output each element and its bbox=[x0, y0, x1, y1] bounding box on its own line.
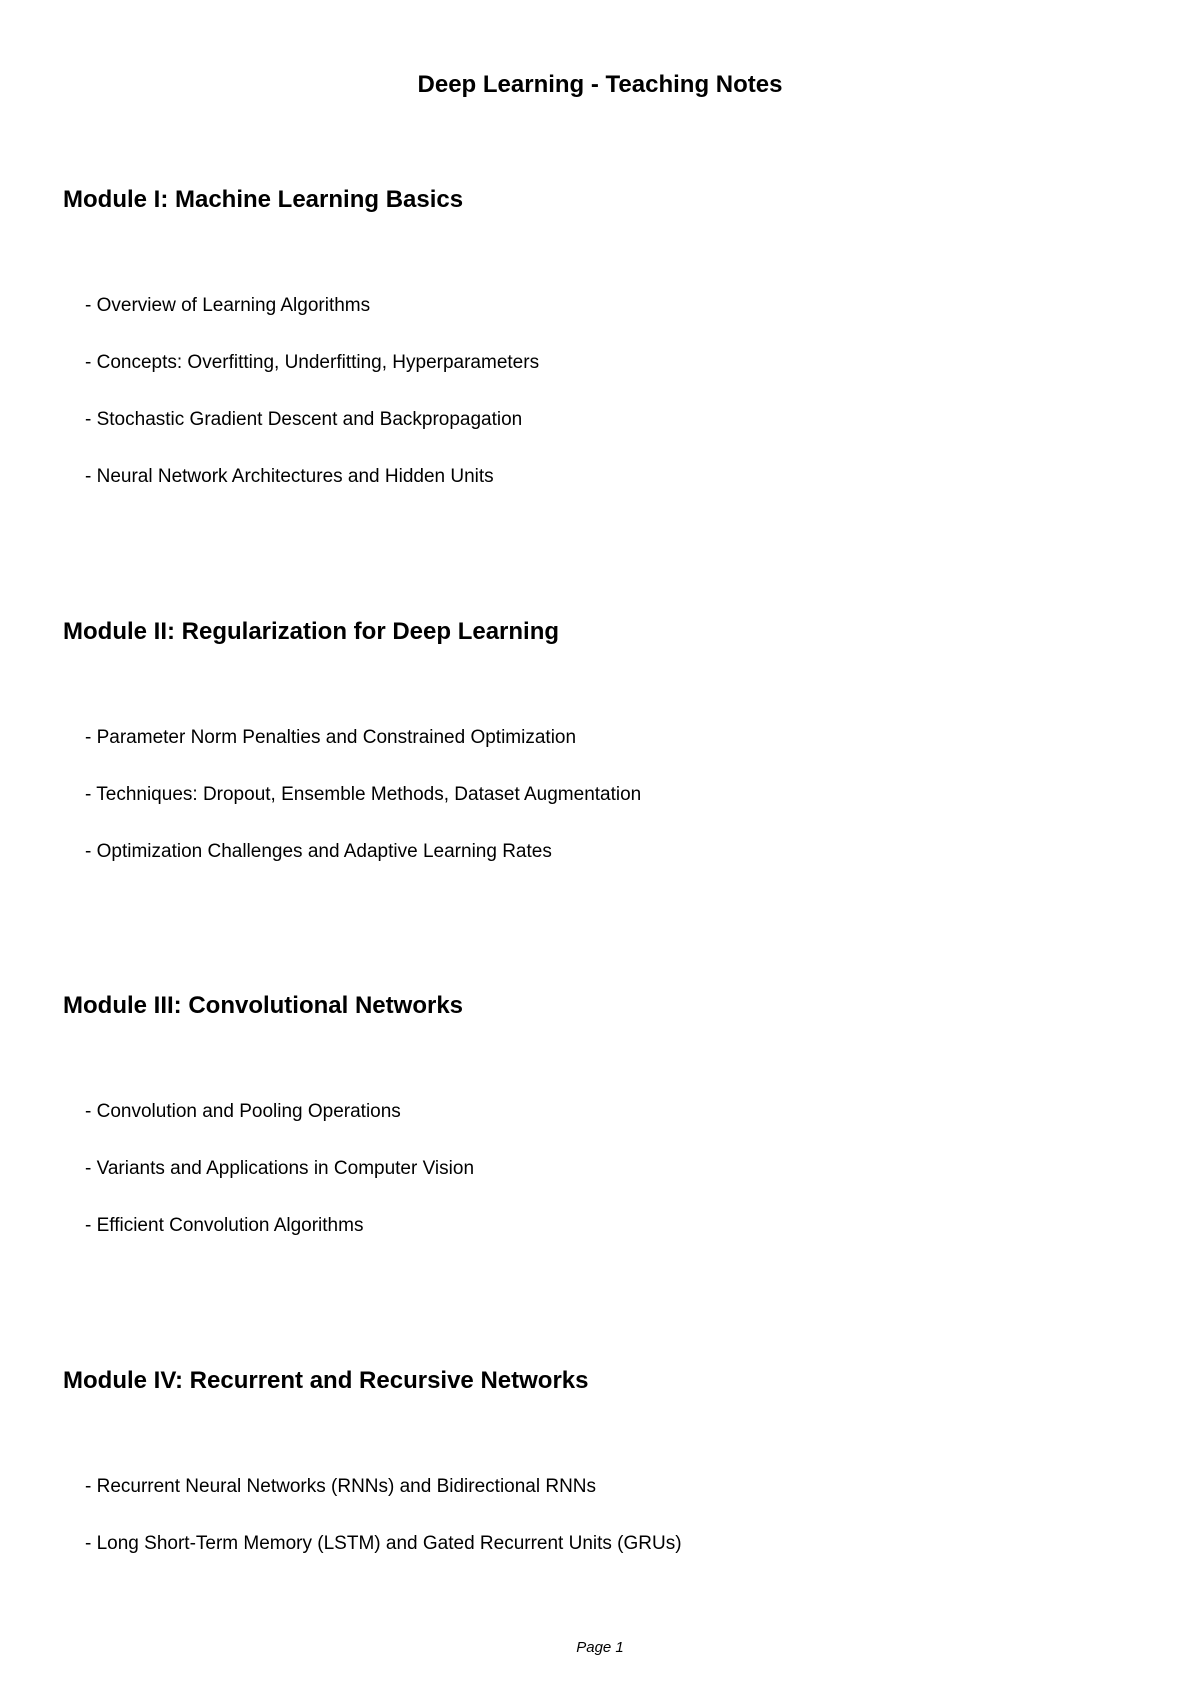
module-3-section bbox=[63, 989, 1143, 1271]
topic-item: - Neural Network Architectures and Hidden Units bbox=[85, 466, 494, 487]
topic-item: - Parameter Norm Penalties and Constrained Optimization bbox=[85, 727, 577, 748]
document-title: Deep Learning - Teaching Notes bbox=[417, 71, 783, 98]
module-2-section bbox=[63, 615, 1143, 897]
module-1-heading: Module I: Machine Learning Basics bbox=[63, 186, 464, 213]
module-1-topic-list bbox=[85, 294, 1143, 489]
module-2-topic-list bbox=[85, 726, 1143, 864]
module-4-topic-list bbox=[85, 1475, 1143, 1556]
topic-item: - Convolution and Pooling Operations bbox=[85, 1101, 401, 1122]
module-4-section bbox=[63, 1364, 1143, 1589]
module-3-topic-list bbox=[85, 1100, 1143, 1238]
topic-item: - Optimization Challenges and Adaptive Learning Rates bbox=[85, 841, 552, 862]
topic-item: - Efficient Convolution Algorithms bbox=[85, 1215, 364, 1236]
topic-item: - Techniques: Dropout, Ensemble Methods, Dataset Augmentation bbox=[85, 784, 642, 805]
module-4-heading: Module IV: Recurrent and Recursive Networks bbox=[63, 1367, 589, 1394]
module-2-heading: Module II: Regularization for Deep Learning bbox=[63, 618, 560, 645]
topic-item: - Overview of Learning Algorithms bbox=[85, 295, 371, 316]
page-number: Page 1 bbox=[576, 1639, 624, 1656]
topic-item: - Stochastic Gradient Descent and Backpropagation bbox=[85, 409, 523, 430]
topic-item: - Variants and Applications in Computer Vision bbox=[85, 1158, 475, 1179]
topic-item: - Concepts: Overfitting, Underfitting, Hyperparameters bbox=[85, 352, 540, 373]
topic-item: - Long Short-Term Memory (LSTM) and Gated Recurrent Units (GRUs) bbox=[85, 1533, 682, 1554]
module-3-heading: Module III: Convolutional Networks bbox=[63, 992, 464, 1019]
module-1-section bbox=[63, 183, 1143, 522]
topic-item: - Recurrent Neural Networks (RNNs) and Bidirectional RNNs bbox=[85, 1476, 597, 1497]
